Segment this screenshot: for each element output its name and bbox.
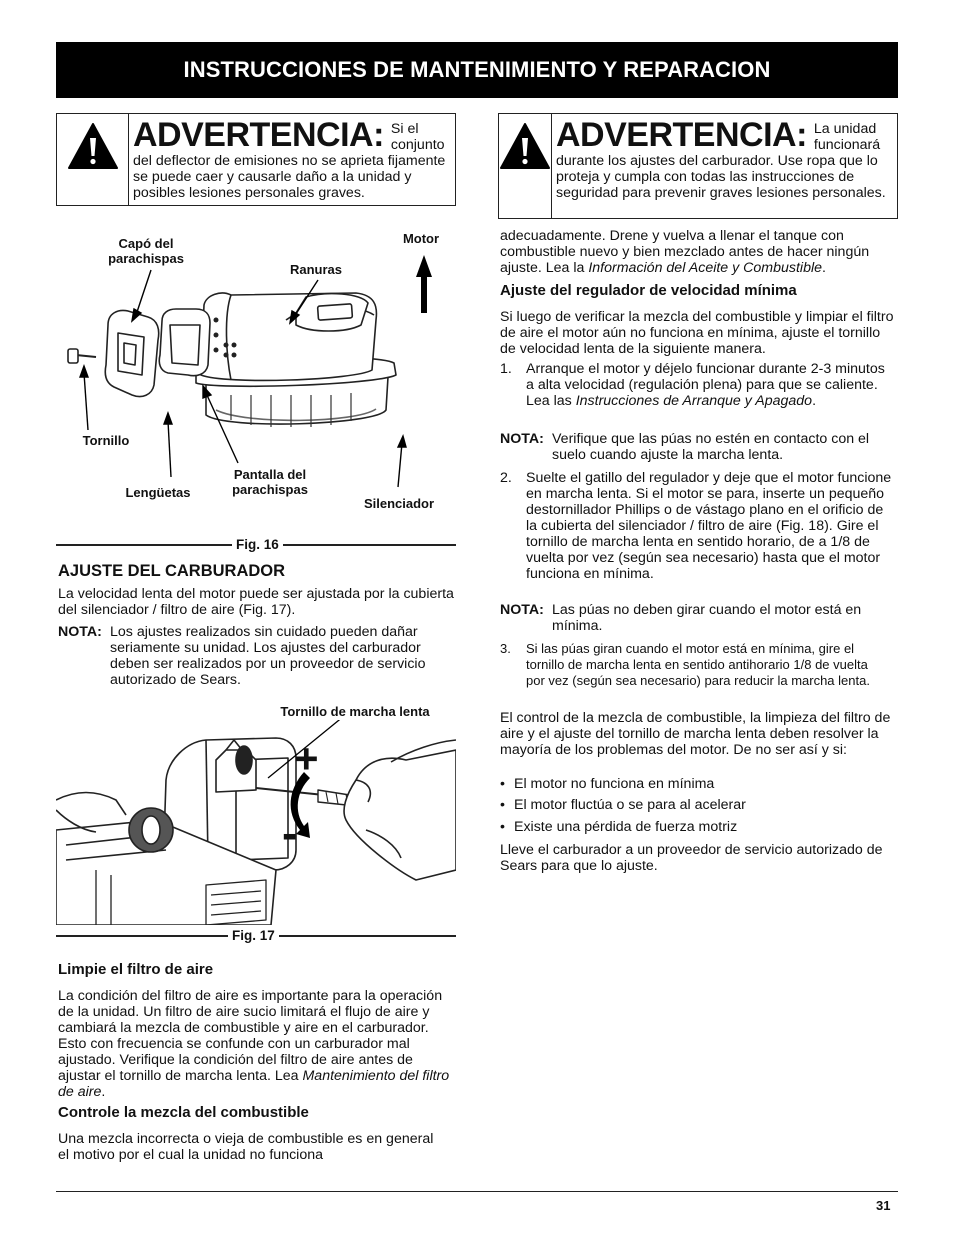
summary-text: El control de la mezcla de combustible, la limpieza del filtro de aire y el ajuste del tornillo de marcha lenta deben resolver la mayoría de los problemas del motor. De no ser así y si: [500,710,891,758]
plus-sign: + [294,735,319,782]
label-lenguetas: Lengüetas [125,485,191,500]
motor-arrow-icon [416,255,432,313]
nota-1: NOTA: Verifique que las púas no estén en contacto con el suelo cuando ajuste la marcha lenta. [500,431,870,463]
closing-text: Lleve el carburador a un proveedor de servicio autorizado de Sears para que lo ajuste. [500,842,883,874]
warning-icon [499,122,551,170]
label-tornillo: Tornillo [82,433,130,448]
bullet-item: • Existe una pérdida de fuerza motriz [500,819,738,835]
filtro-text: La condición del filtro de aire es importante para la operación de la unidad. Un filtro de aire sucio limitará el flujo de aire y cambiará la mezcla de combustible y aire en el carburador. Esto con frecuencia se confunde con un carburador mal ajustado. Verifique la condición del filtro de aire antes de ajustar el tornillo de marcha lenta. Lea Mantenimiento del filtro de aire. [58,988,450,1100]
label-capo: Capó del parachispas [108,236,184,266]
warning-lead: Si el conjunto [390,121,445,153]
carburador-intro: La velocidad lenta del motor puede ser ajustada por la cubierta del silenciador / filtro de aire (Fig. 17). [58,586,454,618]
step-3: 3. Si las púas giran cuando el motor está en mínima, gire el tornillo de marcha lenta en sentido antihorario 1/8 de vuelta por vez (según sea necesario) para reducir la marcha lenta. [500,641,870,688]
mezcla-text: Una mezcla incorrecta o vieja de combustible es en general el motivo por el cual la unidad no funciona [58,1131,434,1163]
warning-box-left [56,113,456,206]
step-1: 1. Arranque el motor y déjelo funcionar durante 2-3 minutos a alta velocidad (regulación plena) para que se caliente. Lea las Instrucciones de Arranque y Apagado. [500,361,885,409]
footer-rule [56,1191,898,1192]
label-silenciador: Silenciador [363,496,435,511]
warning-lead: La unidad funcionará [813,121,881,153]
warning-title: ADVERTENCIA: [133,116,384,154]
carburador-heading: AJUSTE DEL CARBURADOR [58,562,286,580]
warning-title: ADVERTENCIA: [556,116,807,154]
bullet-item: • El motor fluctúa o se para al acelerar [500,797,746,813]
label-ranuras: Ranuras [289,262,343,277]
fig16-caption: Fig. 16 [236,537,279,552]
warning-icon [67,122,119,170]
page-number: 31 [876,1198,891,1213]
fig17-illustration [56,720,456,925]
fig16-caption-row [56,537,456,553]
warning-box-right [498,113,898,219]
warning-text: durante los ajustes del carburador. Use ropa que lo proteja y cumpla con todas las instrucciones de seguridad para prevenir graves lesiones personales. [556,153,886,201]
nota-key: NOTA: [58,624,102,640]
section-banner: INSTRUCCIONES DE MANTENIMIENTO Y REPARACION [56,42,898,98]
nota-2: NOTA: Las púas no deben girar cuando el motor está en mínima. [500,602,862,634]
warning-triangle [499,114,552,218]
minus-sign: - [282,807,298,859]
warning-text: del deflector de emisiones no se aprieta fijamente se puede caer y causarle daño a la unidad y posibles lesiones personales graves. [133,153,446,201]
bullet-item: • El motor no funciona en mínima [500,776,715,792]
warning-triangle [57,114,129,205]
filtro-heading: Limpie el filtro de aire [58,961,214,978]
carburador-nota [58,624,458,688]
nota-text: Los ajustes realizados sin cuidado pueden dañar seriamente su unidad. Los ajustes del carburador deben ser realizados por un proveedor de servicio autorizado de Sears. [110,624,426,688]
fig17-caption-row [56,928,456,944]
label-pantalla: Pantalla del parachispas [232,467,308,497]
regulador-intro: Si luego de verificar la mezcla del combustible y limpiar el filtro de aire el motor aún no funciona en mínima, ajuste el tornillo de velocidad lenta de la siguiente manera. [500,309,894,357]
step-2: 2. Suelte el gatillo del regulador y deje que el motor funcione en marcha lenta. Si el motor se para, inserte un pequeño destornillador Phillips o de vástago plano en el orificio de la cubierta del silenciador / filtro de aire (Fig. 18). Gire el tornillo de marcha lenta en sentido horario, de a 1/8 de vuelta por vez (según sea necesario) hasta que el motor funciona en mínima. [500,470,892,582]
label-tornillo-marcha-lenta: Tornillo de marcha lenta [280,704,430,719]
label-motor: Motor [402,231,440,246]
regulador-heading: Ajuste del regulador de velocidad mínima [500,282,797,299]
mezcla-heading: Controle la mezcla del combustible [58,1104,309,1121]
right-continuation: adecuadamente. Drene y vuelva a llenar el tanque con combustible nuevo y bien mezclado antes de hacer ningún ajuste. Lea la Información del Aceite y Combustible. [500,228,870,276]
fig17-caption: Fig. 17 [232,928,275,943]
